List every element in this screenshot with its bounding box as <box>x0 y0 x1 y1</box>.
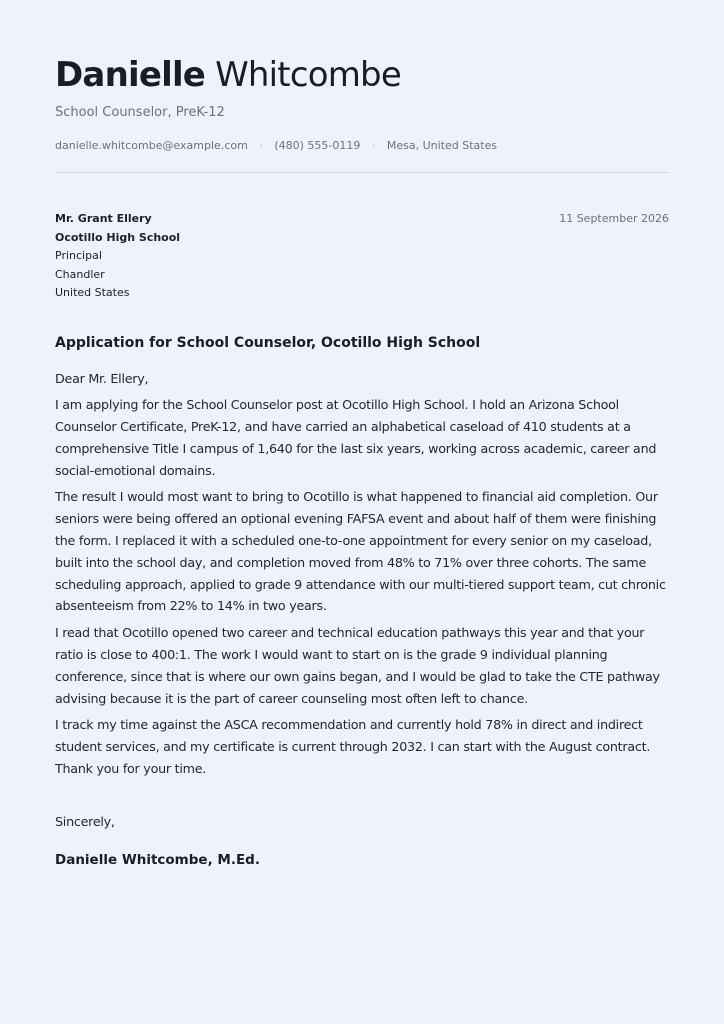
recipient-organization: Ocotillo High School <box>55 230 181 244</box>
contact-line <box>55 139 669 152</box>
recipient-country: United States <box>55 286 130 299</box>
body-paragraph: I track my time against the ASCA recommendation and currently hold 78% in direct and indirect student services, and my certificate is current through 2032. I can start with the August contract. Thank you for your time. <box>55 717 651 777</box>
body-paragraph: I read that Ocotillo opened two career and technical education pathways this year and that your ratio is close to 400:1. The work I would want to start on is the grade 9 individual planning conference, since that is where our own gains began, and I would be glad to take the CTE pathway advising because it is the part of career counseling most often left to chance. <box>55 625 660 706</box>
letter-subject: Application for School Counselor, Ocotillo High School <box>55 334 481 351</box>
applicant-job-title: School Counselor, PreK-12 <box>55 105 225 120</box>
body-paragraph: I am applying for the School Counselor post at Ocotillo High School. I hold an Arizona School Counselor Certificate, PreK-12, and have carried an alphabetical caseload of 410 students at a comprehensive Title I campus of 1,640 for the last six years, working across academic, career and social-emotional domains. <box>55 397 657 478</box>
header-divider <box>55 172 669 173</box>
signoff: Sincerely, <box>55 813 115 829</box>
applicant-first-name: Danielle <box>55 55 206 95</box>
letter-header <box>55 0 669 173</box>
salutation: Dear Mr. Ellery, <box>55 370 149 386</box>
signature: Danielle Whitcombe, M.Ed. <box>55 851 260 868</box>
applicant-name <box>55 55 669 95</box>
recipient-role: Principal <box>55 249 102 262</box>
contact-separator: · <box>259 139 263 152</box>
letter-date: 11 September 2026 <box>559 212 669 225</box>
body-paragraph: The result I would most want to bring to Ocotillo is what happened to financial aid completion. Our seniors were being offered an optional evening FAFSA event and about half of them were finishing the form. I replaced it with a scheduled one-to-one appointment for every senior on my caseload, built into the school day, and completion moved from 48% to 71% over three cohorts. The same scheduling approach, applied to grade 9 attendance with our multi-tiered support team, cut chronic absenteeism from 22% to 14% in two years. <box>55 489 666 614</box>
contact-email: danielle.whitcombe@example.com <box>55 139 248 152</box>
letter-body <box>55 368 669 833</box>
applicant-last-name: Whitcombe <box>215 55 401 95</box>
contact-separator: · <box>371 139 376 152</box>
contact-location: Mesa, United States <box>386 139 498 152</box>
contact-phone: (480) 555-0119 <box>274 139 361 152</box>
letter-meta <box>55 210 669 303</box>
recipient-city: Chandler <box>55 267 105 281</box>
recipient-name: Mr. Grant Ellery <box>55 212 152 225</box>
